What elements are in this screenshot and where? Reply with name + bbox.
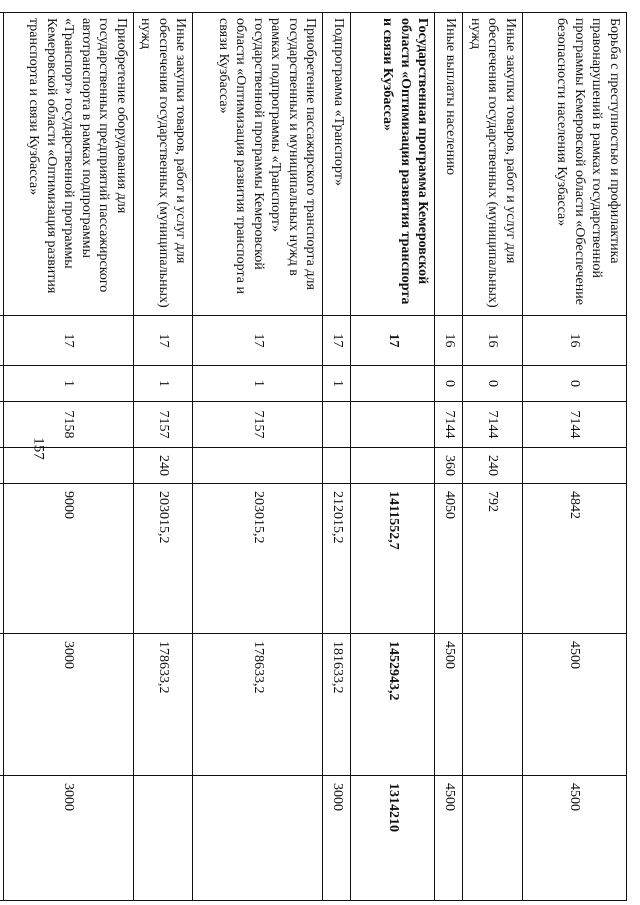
row-name: Государственная программа Кемеровской области «Оптимизация развития транспорта и связи Кузбасса» xyxy=(351,13,435,316)
expense-type-code: 240 xyxy=(134,448,194,484)
amount-year-2: 4500 xyxy=(435,634,463,776)
amount-year-2 xyxy=(463,634,523,776)
expense-type-code: 360 xyxy=(435,448,463,484)
amount-year-2: 3000 xyxy=(4,634,134,776)
direction-code: 7158 xyxy=(4,402,134,448)
direction-code: 7144 xyxy=(463,402,523,448)
amount-year-3: 4500 xyxy=(435,776,463,901)
table-row xyxy=(523,13,627,901)
table-row xyxy=(323,13,351,901)
table-row xyxy=(4,13,134,901)
amount-year-1: 792 xyxy=(463,484,523,634)
amount-year-2: 181633,2 xyxy=(323,634,351,776)
page-number: 157 xyxy=(30,437,47,460)
expense-type-code: 240 xyxy=(463,448,523,484)
table-row xyxy=(351,13,435,901)
program-code: 17 xyxy=(193,316,323,366)
amount-year-1: 9000 xyxy=(4,484,134,634)
table-row xyxy=(0,13,4,901)
program-code xyxy=(0,316,4,366)
amount-year-3 xyxy=(0,776,4,901)
program-code: 16 xyxy=(463,316,523,366)
expense-type-code xyxy=(351,448,435,484)
program-code: 17 xyxy=(323,316,351,366)
program-code: 17 xyxy=(351,316,435,366)
amount-year-2 xyxy=(0,634,4,776)
subprogram-code xyxy=(351,366,435,402)
row-name: Иные закупки товаров, работ и услуг для обеспечения государственных (муниципальных) нужд xyxy=(134,13,194,316)
row-name: Иные закупки товаров, работ и услуг для обеспечения государственных (муниципальных) нужд xyxy=(463,13,523,316)
expense-type-code xyxy=(4,448,134,484)
amount-year-2: 4500 xyxy=(523,634,627,776)
row-name: Приобретение оборудования для государственных предприятий пассажирского автотранспорта в рамках подпрограммы «Транспорт» государственной программы Кемеровской области «Оптимизация развития транспорта и связи Кузбасса» xyxy=(4,13,134,316)
table-row xyxy=(463,13,523,901)
direction-code: 7157 xyxy=(134,402,194,448)
amount-year-2: 1452943,2 xyxy=(351,634,435,776)
direction-code: 7144 xyxy=(523,402,627,448)
row-name: Приобретение пассажирского транспорта для государственных и муниципальных нужд в рамках подпрограммы «Транспорт» государственной программы Кемеровской области «Оптимизация развития транспорта и связи Кузбасса» xyxy=(193,13,323,316)
program-code: 17 xyxy=(4,316,134,366)
subprogram-code xyxy=(0,366,4,402)
expense-type-code xyxy=(523,448,627,484)
row-name: Борьба с преступностью и профилактика правонарушений в рамках государственной программы Кемеровской области «Обеспечение безопасности населения Кузбасса» xyxy=(523,13,627,316)
subprogram-code: 1 xyxy=(323,366,351,402)
amount-year-3: 4500 xyxy=(523,776,627,901)
rotated-table-container xyxy=(26,12,627,900)
amount-year-2: 178633,2 xyxy=(193,634,323,776)
amount-year-1: 4050 xyxy=(435,484,463,634)
table-row xyxy=(435,13,463,901)
subprogram-code: 1 xyxy=(134,366,194,402)
program-code: 16 xyxy=(523,316,627,366)
subprogram-code: 1 xyxy=(193,366,323,402)
program-code: 16 xyxy=(435,316,463,366)
amount-year-3 xyxy=(134,776,194,901)
row-name: Подпрограмма «Транспорт» xyxy=(323,13,351,316)
subprogram-code: 0 xyxy=(435,366,463,402)
direction-code xyxy=(323,402,351,448)
amount-year-1: 212015,2 xyxy=(323,484,351,634)
amount-year-1: 203015,2 xyxy=(134,484,194,634)
program-code: 17 xyxy=(134,316,194,366)
amount-year-1: 4842 xyxy=(523,484,627,634)
table-row xyxy=(134,13,194,901)
expense-type-code xyxy=(0,448,4,484)
subprogram-code: 0 xyxy=(523,366,627,402)
amount-year-3: 1314210 xyxy=(351,776,435,901)
amount-year-3: 3000 xyxy=(4,776,134,901)
amount-year-2: 178633,2 xyxy=(134,634,194,776)
budget-table xyxy=(0,12,627,901)
amount-year-3 xyxy=(193,776,323,901)
direction-code: 7157 xyxy=(193,402,323,448)
subprogram-code: 1 xyxy=(4,366,134,402)
budget-table-body xyxy=(0,13,627,901)
direction-code xyxy=(351,402,435,448)
expense-type-code xyxy=(193,448,323,484)
direction-code: 7144 xyxy=(435,402,463,448)
table-row xyxy=(193,13,323,901)
amount-year-1: 1411552,7 xyxy=(351,484,435,634)
amount-year-1 xyxy=(0,484,4,634)
amount-year-3: 3000 xyxy=(323,776,351,901)
subprogram-code: 0 xyxy=(463,366,523,402)
amount-year-1: 203015,2 xyxy=(193,484,323,634)
row-name xyxy=(0,13,4,316)
amount-year-3 xyxy=(463,776,523,901)
expense-type-code xyxy=(323,448,351,484)
direction-code xyxy=(0,402,4,448)
row-name: Иные выплаты населению xyxy=(435,13,463,316)
